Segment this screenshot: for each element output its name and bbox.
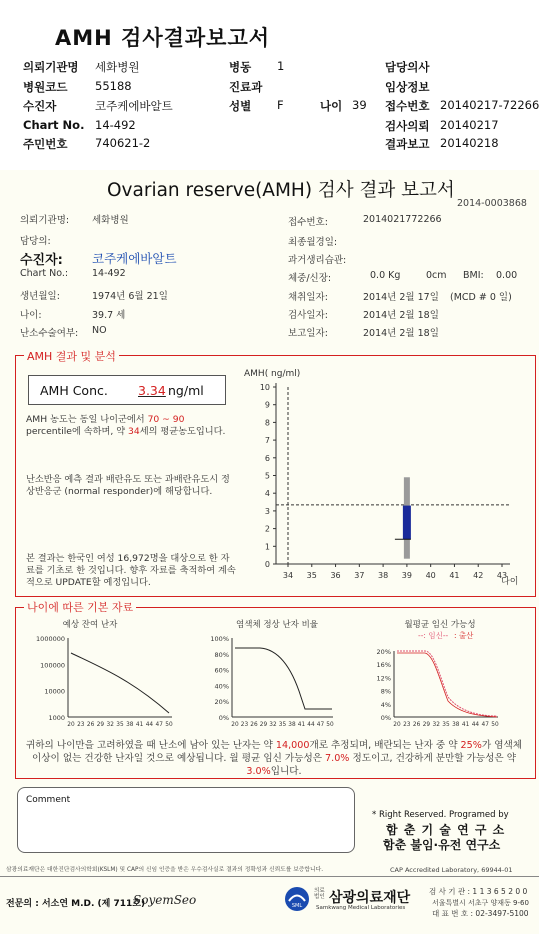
- x-tick-label: 23: [403, 722, 411, 728]
- y-tick-label: 7: [264, 436, 270, 446]
- pregnancy-chart-plot: [377, 648, 499, 728]
- y-tick-label: 0%: [380, 714, 391, 722]
- x-tick-label: 44: [471, 722, 480, 728]
- y-tick-label: 1000000: [36, 635, 65, 643]
- label: 의뢰기관명: [23, 60, 79, 74]
- text: 귀하의 나이만을 고려하였을 때 난소에 남아 있는 난자는 약: [26, 740, 276, 751]
- inst-number: 검 사 기 관 : 1 1 3 6 5 2 0 0: [429, 887, 528, 896]
- tel: 대 표 번 호 : 02-3497-5100: [432, 909, 529, 918]
- value: 2014년 2월 18일: [363, 328, 439, 339]
- x-tick-label: 20: [231, 722, 239, 728]
- label: 의뢰기관명:: [20, 215, 70, 226]
- label: 생년월일:: [20, 291, 60, 302]
- y-tick-label: 4: [264, 489, 270, 499]
- label: 나이: [320, 99, 343, 113]
- y-tick-label: 9: [264, 400, 270, 410]
- x-tick-label: 44: [145, 722, 154, 728]
- label: 검사의뢰: [385, 119, 430, 133]
- value: 740621-2: [95, 136, 151, 150]
- amh-marks: [276, 387, 510, 564]
- oocyte-chart: [30, 617, 180, 732]
- value: 코주케에바알트: [95, 99, 173, 113]
- x-tick-label: 23: [240, 722, 249, 728]
- label: 진료과: [229, 80, 263, 94]
- x-tick-label: 47: [155, 722, 163, 728]
- y-tick-label: 100000: [40, 661, 65, 670]
- y-tick-label: 10000: [44, 687, 65, 696]
- x-tick-label: 29: [422, 722, 431, 728]
- value: 2014년 2월 18일: [363, 310, 439, 321]
- iqr-bar: [403, 506, 411, 540]
- amh-axes: [260, 383, 510, 580]
- label: 병동: [229, 60, 252, 74]
- patient-name: 코주케에바알트: [92, 251, 177, 266]
- x-tick-label: 38: [126, 722, 134, 728]
- legend-pregnancy: --: 임신--: [418, 631, 449, 640]
- x-tick-label: 41: [461, 722, 470, 728]
- y-tick-label: 20%: [376, 648, 391, 656]
- normal-pct: 25%: [460, 740, 482, 751]
- analysis-paragraph-2: 난소반응 예측 결과 배란유도 또는 과배란유도시 정상반응군 (normal responder)에 해당합니다.: [26, 474, 230, 497]
- x-tick-label: 36: [330, 571, 341, 580]
- label: 나이:: [20, 310, 42, 321]
- x-tick-label: 32: [269, 722, 277, 728]
- y-tick-label: 2: [264, 524, 270, 534]
- x-tick-label: 47: [481, 722, 489, 728]
- pregnancy-pct: 7.0%: [325, 753, 350, 764]
- label: 접수번호: [385, 99, 430, 113]
- value: (MCD # 0 일): [450, 292, 512, 303]
- label: 보고일자:: [288, 328, 328, 339]
- y-tick-label: 0%: [218, 714, 229, 722]
- amh-conc-value: 3.34: [138, 383, 166, 398]
- y-tick-label: 1: [264, 542, 270, 552]
- y-tick-label: 10: [259, 383, 270, 392]
- label: 체중/신장:: [288, 273, 332, 284]
- x-tick-label: 35: [278, 722, 287, 728]
- analysis-note: 본 결과는 한국인 여성 16,972명을 대상으로 한 자료를 기초로 한 것입니다. 향후 자료를 축적하여 계속적으로 UPDATE할 예정입니다.: [26, 553, 236, 588]
- text: percentile에 속하며, 약: [26, 426, 129, 437]
- value: 세화병원: [95, 60, 140, 74]
- birth-curve: [397, 653, 497, 717]
- y-tick-label: 20%: [214, 698, 229, 707]
- text: 가 염색체이상이 없는 건강한 난자일 것으로 예상됩니다. 월 평균 임신 가능성은: [32, 740, 522, 764]
- normal-ratio-chart: [205, 617, 355, 732]
- value: 39: [352, 98, 367, 112]
- label: 채취일자:: [288, 292, 328, 303]
- label: 임상정보: [385, 80, 430, 94]
- chart-title: 염색체 정상 난자 비율: [235, 620, 319, 630]
- foundation-name: 삼광의료재단: [329, 890, 411, 906]
- x-tick-label: 34: [282, 571, 294, 580]
- foundation-en: Samkwang Medical Laboratories: [316, 905, 406, 911]
- chart-title: 월평균 임신 가능성: [404, 620, 476, 630]
- y-tick-label: 80%: [214, 650, 229, 659]
- footer-divider: [0, 876, 539, 877]
- amh-conc-unit: ng/ml: [168, 383, 204, 398]
- label: 성별: [229, 99, 252, 113]
- x-tick-label: 26: [250, 722, 258, 728]
- x-tick-label: 40: [425, 571, 436, 580]
- equivalent-age: 34: [128, 426, 140, 437]
- label: 검사일자:: [288, 310, 328, 321]
- x-tick-label: 32: [432, 722, 440, 728]
- value: 2014021772266: [363, 214, 442, 225]
- y-tick-label: 1000: [48, 714, 65, 722]
- y-tick-label: 5: [264, 471, 270, 481]
- value: F: [277, 98, 284, 112]
- value: 14-492: [95, 118, 136, 132]
- x-tick-label: 38: [452, 722, 460, 728]
- value: 1: [277, 59, 285, 73]
- value: 1974년 6월 21일: [92, 291, 168, 302]
- label: Chart No.:: [20, 268, 69, 279]
- analysis-title: AMH 결과 및 분석: [24, 348, 119, 364]
- value: 0cm: [426, 270, 447, 281]
- x-tick-label: 20: [393, 722, 401, 728]
- x-tick-label: 29: [259, 722, 268, 728]
- label: 난소수술여부:: [20, 328, 79, 339]
- value: 14-492: [92, 268, 126, 279]
- x-tick-label: 41: [297, 722, 306, 728]
- x-tick-label: 29: [96, 722, 105, 728]
- foundation-prefix: 의료법인: [314, 888, 325, 900]
- cap-note: CAP Accredited Laboratory, 69944-01: [390, 866, 513, 874]
- cert-note: 삼광의료재단은 대한진단검사의학회(KSLM) 및 CAP의 신임 인증을 받은 우수검사실로 결과의 정확성과 신뢰도를 보증합니다.: [6, 867, 324, 873]
- label: Chart No.: [23, 118, 85, 132]
- x-tick-label: 38: [378, 571, 389, 580]
- x-tick-label: 44: [307, 722, 315, 728]
- signature: SoyemSeo: [133, 893, 197, 907]
- x-tick-label: 41: [449, 571, 460, 580]
- amh-chart: [238, 362, 528, 588]
- address: 서울특별시 서초구 양재동 9-60: [432, 899, 529, 907]
- label: 담당의:: [20, 236, 51, 247]
- y-tick-label: 0: [264, 560, 270, 569]
- x-tick-label: 26: [412, 722, 421, 728]
- lab-name: 함 춘 기 술 연 구 소: [386, 823, 506, 837]
- percentile-range: 70 ~ 90: [147, 414, 185, 425]
- label: 과거생리습관:: [288, 255, 347, 266]
- y-tick-label: 6: [264, 453, 270, 463]
- value: 55188: [95, 79, 132, 93]
- label: 수진자: [23, 99, 57, 113]
- oocyte-curve: [71, 653, 169, 713]
- value: 20140218: [440, 136, 499, 150]
- y-tick-label: 40%: [214, 682, 229, 691]
- svg-text:SML: SML: [291, 903, 303, 909]
- x-tick-label: 47: [316, 722, 325, 728]
- label: 접수번호:: [288, 217, 328, 228]
- x-tick-label: 23: [77, 722, 85, 728]
- value: 0.0 Kg: [370, 270, 401, 281]
- x-tick-label: 50: [326, 722, 334, 728]
- value: 20140217-72266: [440, 98, 539, 112]
- basics-title: 나이에 따른 기본 자료: [24, 599, 136, 615]
- label: 주민번호: [23, 137, 68, 151]
- x-tick-label: 43: [496, 571, 508, 580]
- label: 병원코드: [23, 80, 68, 94]
- x-tick-label: 38: [288, 722, 296, 728]
- analysis-paragraph-1: [26, 414, 232, 438]
- chart-title: AMH( ng/ml): [244, 369, 301, 379]
- normal-ratio-curve: [235, 648, 332, 709]
- x-tick-label: 35: [306, 571, 317, 580]
- samkwang-logo-icon: [284, 886, 310, 912]
- text: 개로 추정되며, 배란되는 난자 중 약: [309, 740, 461, 751]
- x-tick-label: 32: [106, 722, 114, 728]
- pregnancy-curve: [397, 651, 497, 716]
- normal-ratio-chart-plot: [210, 635, 334, 728]
- label: 결과보고: [385, 137, 430, 151]
- y-tick-label: 4%: [380, 700, 391, 709]
- x-tick-label: 26: [86, 722, 95, 728]
- value: 20140217: [440, 118, 499, 132]
- x-tick-label: 50: [165, 722, 173, 728]
- label: 최종월경일:: [288, 237, 338, 248]
- label: 담당의사: [385, 60, 430, 74]
- x-tick-label: 42: [473, 571, 484, 580]
- basics-paragraph: [24, 739, 524, 778]
- value: 39.7 세: [92, 310, 126, 321]
- x-tick-label: 50: [491, 722, 499, 728]
- text: 정도이고, 건강하게 분만할 가능성은 약: [349, 753, 516, 764]
- value: 세화병원: [92, 215, 129, 226]
- y-tick-label: 16%: [376, 661, 391, 670]
- label: 수진자:: [20, 253, 63, 268]
- legend-birth: : 출산: [454, 631, 474, 640]
- rights-note: * Right Reserved. Programed by: [372, 810, 509, 820]
- y-tick-label: 8: [264, 418, 270, 428]
- doc-number: 2014-0003868: [457, 198, 527, 209]
- value: 0.00: [496, 270, 518, 281]
- text: AMH 농도는 동일 나이군에서: [26, 414, 148, 425]
- chart-title: 예상 잔여 난자: [62, 620, 118, 630]
- signer: 전문의 : 서소연 M.D. (제 711호): [6, 899, 146, 909]
- comment-label: Comment: [26, 795, 71, 805]
- y-tick-label: 100%: [210, 635, 229, 643]
- label: BMI:: [463, 270, 484, 281]
- y-tick-label: 8%: [380, 687, 391, 696]
- page-title: AMH 검사결과보고서: [55, 26, 271, 50]
- egg-count: 14,000: [275, 740, 310, 751]
- pregnancy-chart: [370, 617, 530, 732]
- birth-pct: 3.0%: [246, 766, 271, 777]
- x-tick-label: 35: [116, 722, 124, 728]
- x-tick-label: 20: [67, 722, 75, 728]
- report-title: Ovarian reserve(AMH) 검사 결과 보고서: [107, 180, 455, 201]
- lab-name-2: 함춘 불임·유전 연구소: [383, 838, 501, 852]
- text: 세의 평균농도입니다.: [139, 426, 226, 437]
- oocyte-chart-plot: [36, 635, 173, 728]
- text: 입니다.: [270, 766, 302, 777]
- x-tick-label: 41: [135, 722, 144, 728]
- y-tick-label: 3: [264, 506, 270, 516]
- y-tick-label: 12%: [376, 674, 391, 683]
- x-tick-label: 35: [442, 722, 450, 728]
- value: NO: [92, 325, 107, 336]
- value: 2014년 2월 17일: [363, 292, 439, 303]
- amh-conc-label: AMH Conc.: [40, 383, 108, 398]
- x-tick-label: 37: [354, 571, 365, 580]
- x-tick-label: 39: [401, 571, 412, 580]
- x-axis-label: 나이: [501, 577, 519, 587]
- y-tick-label: 60%: [214, 666, 229, 675]
